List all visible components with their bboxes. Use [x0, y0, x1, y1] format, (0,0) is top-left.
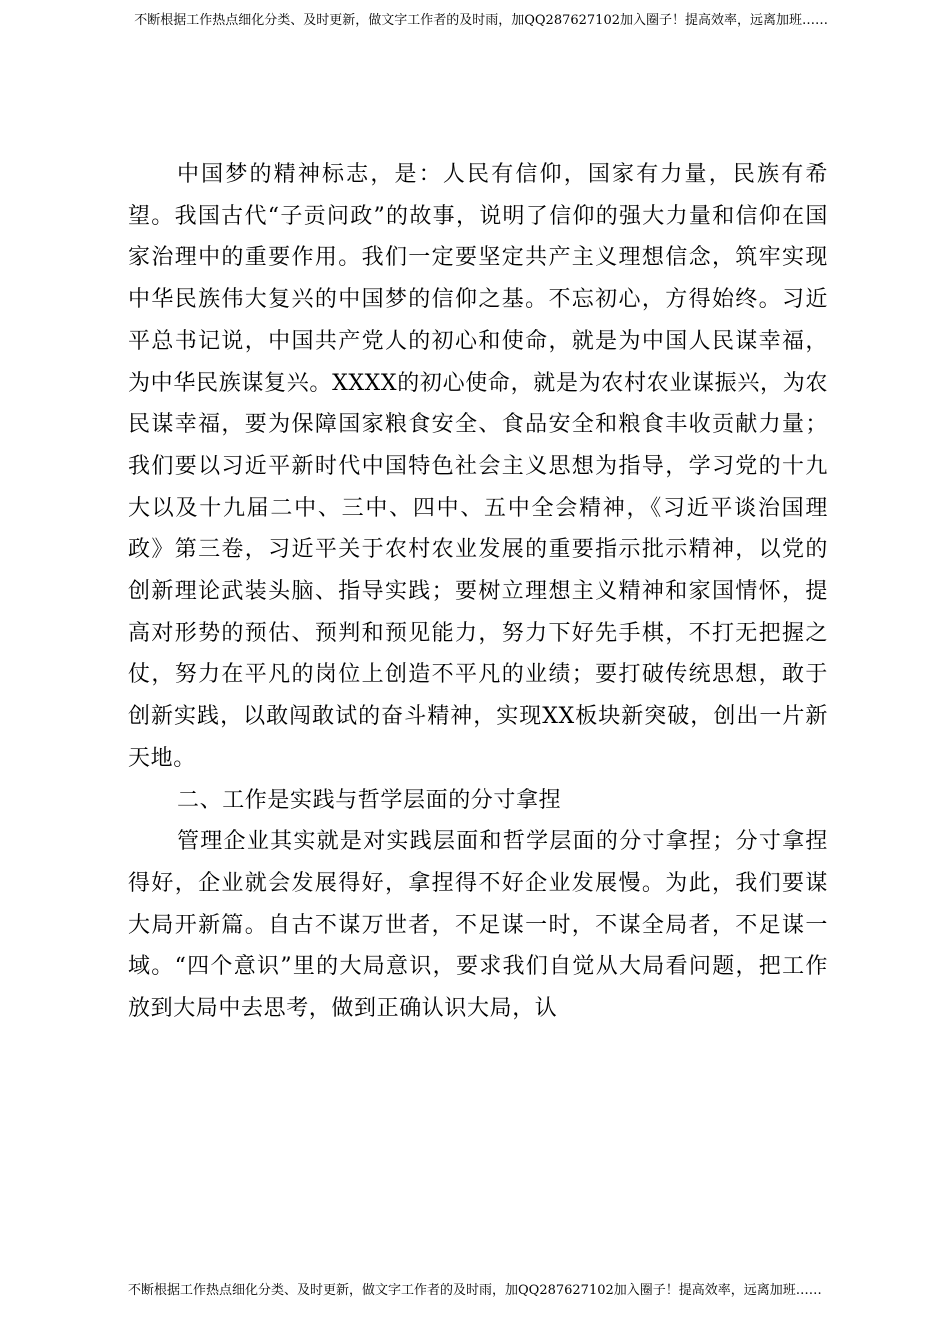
page-header: 不断根据工作热点细化分类、及时更新，做文字工作者的及时雨，加QQ287627102加入圈子！提高效率，远离加班……	[134, 13, 828, 28]
paragraph-chinese-dream: 中国梦的精神标志，是：人民有信仰，国家有力量，民族有希望。我国古代“子贡问政”的故事，说明了信仰的强大力量和信仰在国家治理中的重要作用。我们一定要坚定共产主义理想信念，筑牢实现中华民族伟大复兴的中国梦的信仰之基。不忘初心，方得始终。习近平总书记说，中国共产党人的初心和使命，就是为中国人民谋幸福，为中华民族谋复兴。XXXX的初心使命，就是为农村农业谋振兴，为农民谋幸福，要为保障国家粮食安全、食品安全和粮食丰收贡献力量；我们要以习近平新时代中国特色社会主义思想为指导，学习党的十九大以及十九届二中、三中、四中、五中全会精神，《习近平谈治国理政》第三卷，习近平关于农村农业发展的重要指示批示精神，以党的创新理论武装头脑、指导实践；要树立理想主义精神和家国情怀，提高对形势的预估、预判和预见能力，努力下好先手棋，不打无把握之仗，努力在平凡的岗位上创造不平凡的业绩；要打破传统思想，敢于创新实践，以敢闯敢试的奋斗精神，实现XX板块新突破，创出一片新天地。	[128, 162, 828, 771]
paragraph-management: 管理企业其实就是对实践层面和哲学层面的分寸拿捏；分寸拿捏得好，企业就会发展得好，拿捏得不好企业发展慢。为此，我们要谋大局开新篇。自古不谋万世者，不足谋一时，不谋全局者，不足谋一域。“四个意识”里的大局意识，要求我们自觉从大局看问题，把工作放到大局中去思考，做到正确认识大局，认	[128, 829, 828, 1022]
body-text	[128, 154, 828, 1030]
page-footer: 不断根据工作热点细化分类、及时更新，做文字工作者的及时雨，加QQ287627102加入圈子！提高效率，远离加班……	[128, 1283, 822, 1298]
section-heading: 二、工作是实践与哲学层面的分寸拿捏	[177, 787, 562, 813]
